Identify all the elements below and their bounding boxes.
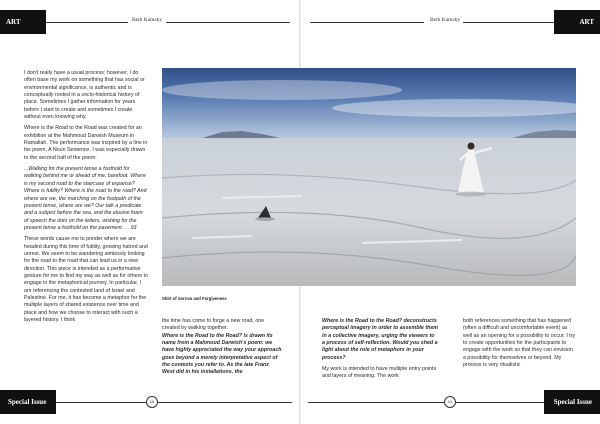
paragraph: both references something that has happened (often a difficult and uncomfortable event) as well as an opening for a possibility to occur. I try to create opportunities for the participants to engage with the work so that they can envision a possibility for themselves or beyond. My process is very ritualistic — [463, 318, 576, 369]
header-rule — [46, 22, 128, 23]
bottom-column-2 — [322, 318, 438, 385]
paragraph: These words cause me to ponder where we are headed during this time of futility, growing hatred and unrest. We seem to be wandering aimlessly looking for the road to the road that can lead us in a new direction. This piece is intended as a performative gesture for me to find my way as well as for others to engage in the metaphorical journey. In particular, I am referencing the contested land of Israel and Palestine. For me, it has become a metaphor for the multiple layers of shared existence over time and place and how we choose to interact with such a layered history. I think — [24, 236, 148, 323]
header-author-right: Beth Kamsky — [430, 17, 461, 23]
paragraph: the time has come to forge a new road, one created by walking together. — [162, 318, 265, 332]
footer-section-left: Special Issue — [0, 390, 56, 414]
left-text-column — [24, 70, 148, 328]
footer-rule — [158, 402, 292, 403]
header-magazine-title-right: ART Badness — [554, 10, 600, 34]
footer-rule — [308, 402, 444, 403]
paragraph: I don't really have a usual process; however, I do often base my work on something that has social or environmental significance, is authentic and is conceptually rooted in a socio-historical history of place. Sometimes I gather information for years before I start to create and sometimes I create without even knowing why. — [24, 70, 145, 121]
page-number-left: 10 — [146, 396, 158, 408]
page-number-right: 11 — [444, 396, 456, 408]
paragraph: Where is the Road to the Road was created for an exhibition at the Mahmoud Darwish Museum in Ramallah. The performance was inspired by a line in his poem, A Noun Sentence. I was especially drawn to the second half of the poem: — [24, 125, 148, 161]
photo-caption: Shirt of Sorrow and Forgiveness — [162, 296, 227, 301]
bottom-column-3 — [463, 318, 577, 373]
footer-rule — [56, 402, 146, 403]
header-rule — [310, 22, 424, 23]
header-author-left: Beth Kamsky — [132, 17, 163, 23]
bottom-column-1 — [162, 318, 282, 381]
performance-photo — [162, 68, 576, 286]
header-rule — [463, 22, 554, 23]
header-magazine-title-left: ART Badness — [0, 10, 46, 34]
header-rule — [166, 22, 290, 23]
interview-question: Where is the Road to the Road? is drawn its name from a Mahmoud Darwish's poem: we have highly appreciated the way your approach goes beyond a merely interpretative aspect of the contexts you refer to. As the late Franz West did in his installations, the — [162, 332, 282, 376]
poem-quote: ...Walking for the present tense a foothold for walking behind me or ahead of me, barefoot. Where is my second road to the staircase of expanse? Where is futility? Where is the road to the road? And where are we, the marching on the footpath of the present tense, where are we? Our talk a predicate and a subject before the sea, and the elusive foam of speech the dots on the letters, wishing for the present tense a foothold on the pavement. . . 93 — [24, 166, 147, 231]
footer-rule — [456, 402, 544, 403]
paragraph: My work is intended to have multiple entry points and layers of meaning. The work — [322, 366, 437, 380]
interview-question: Where is the Road to the Road? deconstructs perceptual imagery in order to assemble them in a collective imagery, urging the viewers to a process of self-reflection. Would you shed a light about the role of metaphors in your process? — [322, 318, 438, 361]
footer-section-right: Special Issue — [544, 390, 600, 414]
